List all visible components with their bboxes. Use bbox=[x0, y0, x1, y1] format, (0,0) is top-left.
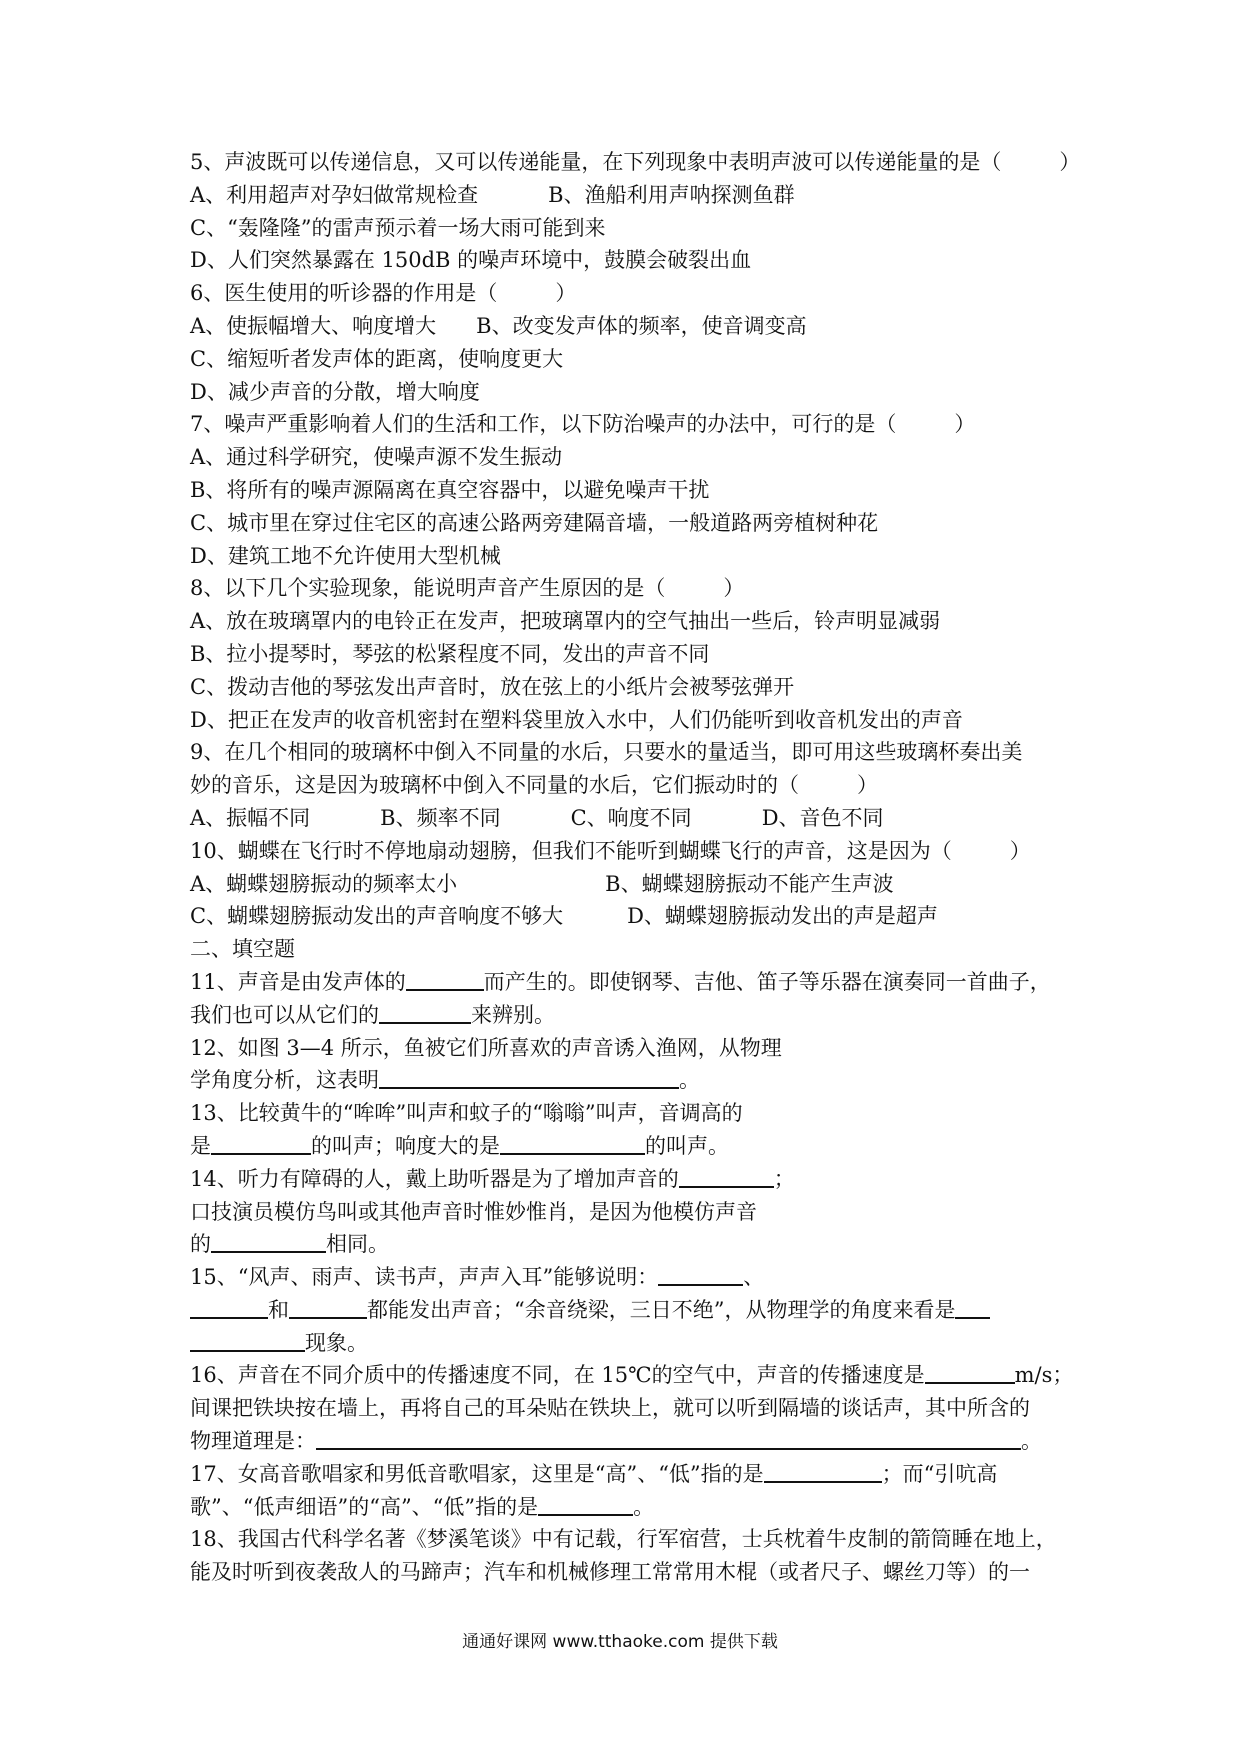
q8-option-d: D、把正在发声的收音机密封在塑料袋里放入水中，人们仍能听到收音机发出的声音 bbox=[190, 707, 963, 732]
question-18-line-1: 18、我国古代科学名著《梦溪笔谈》中有记载，行军宿营，士兵枕着牛皮制的箭筒睡在地上， bbox=[190, 1527, 1057, 1552]
question-11-line-2: 我们也可以从它们的 来辨别。 bbox=[190, 999, 1060, 1032]
q11-blank-2[interactable] bbox=[379, 1000, 471, 1024]
q13-blank-2[interactable] bbox=[500, 1131, 645, 1155]
q8-option-a: A、放在玻璃罩内的电铃正在发声，把玻璃罩内的空气抽出一些后，铃声明显减弱 bbox=[190, 609, 941, 634]
q7-option-a: A、通过科学研究，使噪声源不发生振动 bbox=[190, 445, 563, 470]
question-7: 7、噪声严重影响着人们的生活和工作，以下防治噪声的办法中，可行的是（ ） bbox=[190, 412, 976, 437]
q16-blank-2[interactable] bbox=[316, 1426, 1021, 1450]
q5-options-ab: A、利用超声对孕妇做常规检查 B、渔船利用声呐探测鱼群 bbox=[190, 182, 795, 207]
q6-options-ab: A、使振幅增大、响度增大 B、改变发声体的频率，使音调变高 bbox=[190, 313, 807, 338]
q15-blank-3[interactable] bbox=[289, 1295, 367, 1319]
section-fill-in: 二、填空题 bbox=[190, 937, 295, 962]
question-14-line-1: 14、听力有障碍的人，戴上助听器是为了增加声音的 ； bbox=[190, 1163, 1060, 1196]
q7-option-b: B、将所有的噪声源隔离在真空容器中，以避免噪声干扰 bbox=[190, 477, 710, 502]
exam-page bbox=[190, 146, 1081, 1589]
question-17-line-1: 17、女高音歌唱家和男低音歌唱家，这里是“高”、“低”指的是 ；而“引吭高 bbox=[190, 1458, 1060, 1491]
q5-option-d: D、人们突然暴露在 150dB 的噪声环境中，鼓膜会破裂出血 bbox=[190, 248, 752, 273]
q8-option-c: C、拨动吉他的琴弦发出声音时，放在弦上的小纸片会被琴弦弹开 bbox=[190, 674, 795, 699]
q10-options-ab: A、蝴蝶翅膀振动的频率太小 B、蝴蝶翅膀振动不能产生声波 bbox=[190, 871, 894, 896]
q5-option-c: C、“轰隆隆”的雷声预示着一场大雨可能到来 bbox=[190, 215, 606, 240]
footer-credit: 通通好课网 www.tthaoke.com 提供下载 bbox=[462, 1632, 778, 1652]
q15-blank-2[interactable] bbox=[190, 1295, 268, 1319]
q6-option-d: D、减少声音的分散，增大响度 bbox=[190, 379, 480, 404]
question-10: 10、蝴蝶在飞行时不停地扇动翅膀，但我们不能听到蝴蝶飞行的声音，这是因为（ ） bbox=[190, 838, 1031, 863]
question-9-line-2: 妙的音乐，这是因为玻璃杯中倒入不同量的水后，它们振动时的（ ） bbox=[190, 773, 878, 798]
question-16-line-1: 16、声音在不同介质中的传播速度不同，在 15℃的空气中，声音的传播速度是 m/s； bbox=[190, 1359, 1060, 1392]
question-13-line-1: 13、比较黄牛的“哞哞”叫声和蚊子的“嗡嗡”叫声，音调高的 bbox=[190, 1101, 743, 1126]
q16-blank-1[interactable] bbox=[925, 1360, 1015, 1384]
q14-blank-2[interactable] bbox=[211, 1229, 326, 1253]
q9-options: A、振幅不同 B、频率不同 C、响度不同 D、音色不同 bbox=[190, 805, 884, 830]
q17-blank-1[interactable] bbox=[764, 1459, 882, 1483]
q7-option-c: C、城市里在穿过住宅区的高速公路两旁建隔音墙，一般道路两旁植树种花 bbox=[190, 510, 879, 535]
q14-blank-1[interactable] bbox=[679, 1164, 774, 1188]
q13-blank-1[interactable] bbox=[211, 1131, 311, 1155]
question-16-line-3: 物理道理是： 。 bbox=[190, 1425, 1060, 1458]
q12-blank[interactable] bbox=[379, 1065, 679, 1089]
question-15-line-1: 15、“风声、雨声、读书声，声声入耳”能够说明： 、 bbox=[190, 1261, 1060, 1294]
q8-option-b: B、拉小提琴时，琴弦的松紧程度不同，发出的声音不同 bbox=[190, 641, 710, 666]
q10-options-cd: C、蝴蝶翅膀振动发出的声音响度不够大 D、蝴蝶翅膀振动发出的声是超声 bbox=[190, 904, 938, 929]
question-14-line-3: 的 相同。 bbox=[190, 1228, 1060, 1261]
question-15-line-3: 现象。 bbox=[190, 1327, 1060, 1360]
question-17-line-2: 歌”、“低声细语”的“高”、“低”指的是 。 bbox=[190, 1491, 1060, 1524]
q17-blank-2[interactable] bbox=[538, 1492, 633, 1516]
question-5: 5、声波既可以传递信息，又可以传递能量，在下列现象中表明声波可以传递能量的是（ ） bbox=[190, 150, 1081, 174]
question-6: 6、医生使用的听诊器的作用是（ ） bbox=[190, 281, 577, 306]
q11-blank-1[interactable] bbox=[406, 967, 484, 991]
question-13-line-2: 是 的叫声；响度大的是 的叫声。 bbox=[190, 1130, 1060, 1163]
question-11-line-1: 11、声音是由发声体的 而产生的。即使钢琴、吉他、笛子等乐器在演奏同一首曲子， bbox=[190, 966, 1060, 999]
q15-blank-4a[interactable] bbox=[955, 1295, 990, 1319]
q15-blank-4b[interactable] bbox=[190, 1328, 305, 1352]
question-16-line-2: 间课把铁块按在墙上，再将自己的耳朵贴在铁块上，就可以听到隔墙的谈话声，其中所含的 bbox=[190, 1396, 1030, 1421]
question-18-line-2: 能及时听到夜袭敌人的马蹄声；汽车和机械修理工常常用木棍（或者尺子、螺丝刀等）的一 bbox=[190, 1560, 1030, 1585]
question-12-line-1: 12、如图 3—4 所示，鱼被它们所喜欢的声音诱入渔网，从物理 bbox=[190, 1035, 782, 1060]
question-15-line-2: 和 都能发出声音；“余音绕梁，三日不绝”，从物理学的角度来看是 bbox=[190, 1294, 1060, 1327]
question-8: 8、以下几个实验现象，能说明声音产生原因的是（ ） bbox=[190, 576, 745, 601]
question-14-line-2: 口技演员模仿鸟叫或其他声音时惟妙惟肖，是因为他模仿声音 bbox=[190, 1199, 757, 1224]
question-12-line-2: 学角度分析，这表明 。 bbox=[190, 1064, 1060, 1097]
q7-option-d: D、建筑工地不允许使用大型机械 bbox=[190, 543, 501, 568]
q15-blank-1[interactable] bbox=[658, 1262, 743, 1286]
q6-option-c: C、缩短听者发声体的距离，使响度更大 bbox=[190, 346, 564, 371]
question-9-line-1: 9、在几个相同的玻璃杯中倒入不同量的水后，只要水的量适当，即可用这些玻璃杯奏出美 bbox=[190, 740, 1023, 765]
